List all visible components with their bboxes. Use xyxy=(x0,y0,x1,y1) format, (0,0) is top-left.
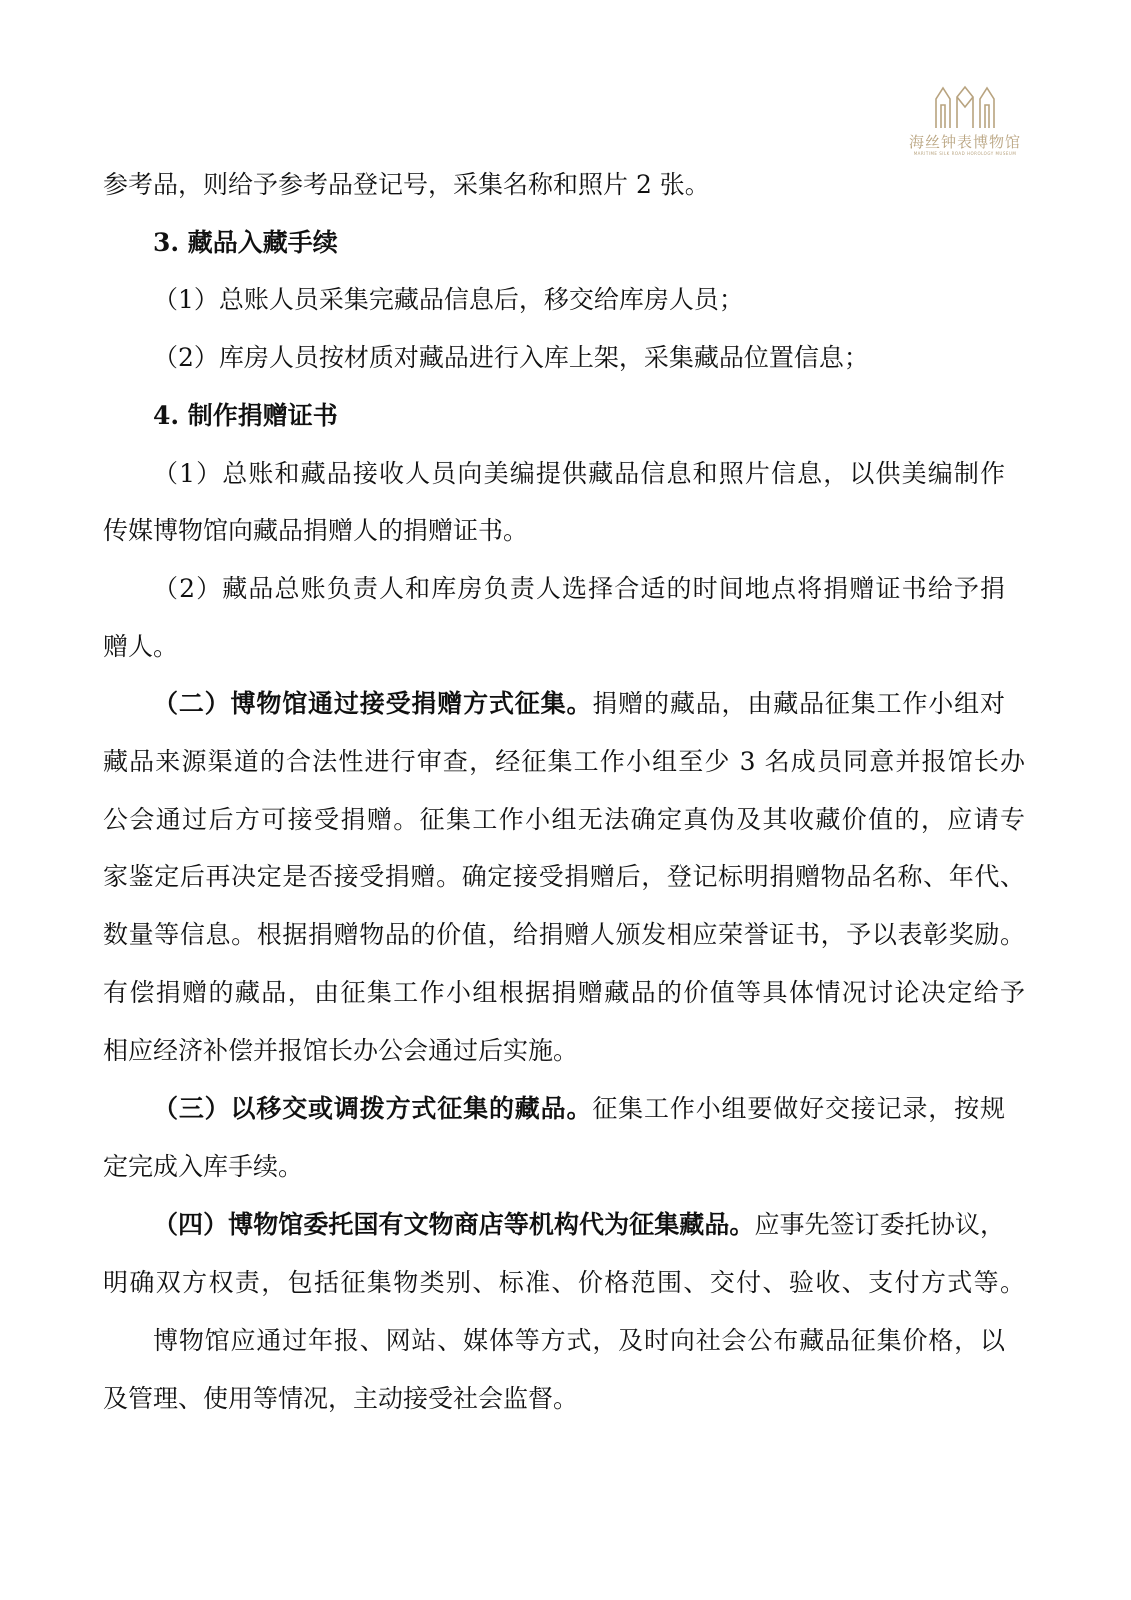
section-heading-3: 3. 藏品入藏手续 xyxy=(153,228,338,257)
body-line-15: 有偿捐赠的藏品，由征集工作小组根据捐赠藏品的价值等具体情况讨论决定给予 xyxy=(103,978,1025,1007)
paragraph-3-heading: （三）以移交或调拨方式征集的藏品。 xyxy=(153,1094,593,1123)
body-line-12: 公会通过后方可接受捐赠。征集工作小组无法确定真伪及其收藏价值的，应请专 xyxy=(103,805,1025,834)
paragraph-4-text: 应事先签订委托协议， xyxy=(754,1210,1005,1239)
body-line-4: （2）库房人员按材质对藏品进行入库上架，采集藏品位置信息； xyxy=(153,343,869,372)
body-line-22: 及管理、使用等情况，主动接受社会监督。 xyxy=(103,1384,579,1413)
body-line-16: 相应经济补偿并报馆长办公会通过后实施。 xyxy=(103,1036,579,1065)
body-line-6: （1）总账和藏品接收人员向美编提供藏品信息和照片信息，以供美编制作 xyxy=(153,459,1005,488)
museum-building-icon xyxy=(933,85,997,129)
body-line-11: 藏品来源渠道的合法性进行审查，经征集工作小组至少 3 名成员同意并报馆长办 xyxy=(103,747,1025,776)
body-line-7: 传媒博物馆向藏品捐赠人的捐赠证书。 xyxy=(103,516,529,545)
paragraph-4-heading: （四）博物馆委托国有文物商店等机构代为征集藏品。 xyxy=(153,1210,755,1239)
paragraph-4-first-line xyxy=(153,1209,1005,1241)
museum-logo-name: 海丝钟表博物馆 xyxy=(908,133,1021,151)
body-line-13: 家鉴定后再决定是否接受捐赠。确定接受捐赠后，登记标明捐赠物品名称、年代、 xyxy=(103,862,1025,891)
body-line-8: （2）藏品总账负责人和库房负责人选择合适的时间地点将捐赠证书给予捐 xyxy=(153,574,1005,603)
body-line-1: 参考品，则给予参考品登记号，采集名称和照片 2 张。 xyxy=(103,170,710,199)
paragraph-2-first-line xyxy=(153,688,1005,720)
section-heading-4: 4. 制作捐赠证书 xyxy=(153,401,338,430)
body-line-14: 数量等信息。根据捐赠物品的价值，给捐赠人颁发相应荣誉证书，予以表彰奖励。 xyxy=(103,920,1025,949)
paragraph-3-text: 征集工作小组要做好交接记录，按规 xyxy=(592,1094,1005,1123)
paragraph-2-text: 捐赠的藏品，由藏品征集工作小组对 xyxy=(592,689,1005,718)
body-line-9: 赠人。 xyxy=(103,632,179,661)
body-line-3: （1）总账人员采集完藏品信息后，移交给库房人员； xyxy=(153,285,744,314)
paragraph-2-heading: （二）博物馆通过接受捐赠方式征集。 xyxy=(153,689,593,718)
paragraph-3-first-line xyxy=(153,1093,1005,1125)
body-line-21: 博物馆应通过年报、网站、媒体等方式，及时向社会公布藏品征集价格，以 xyxy=(153,1326,1005,1355)
body-line-20: 明确双方权责，包括征集物类别、标准、价格范围、交付、验收、支付方式等。 xyxy=(103,1268,1025,1297)
museum-logo xyxy=(903,85,1027,155)
museum-logo-subtitle: MARITIME SILK ROAD HOROLOGY MUSEUM xyxy=(913,151,1017,156)
body-line-18: 定完成入库手续。 xyxy=(103,1152,304,1181)
